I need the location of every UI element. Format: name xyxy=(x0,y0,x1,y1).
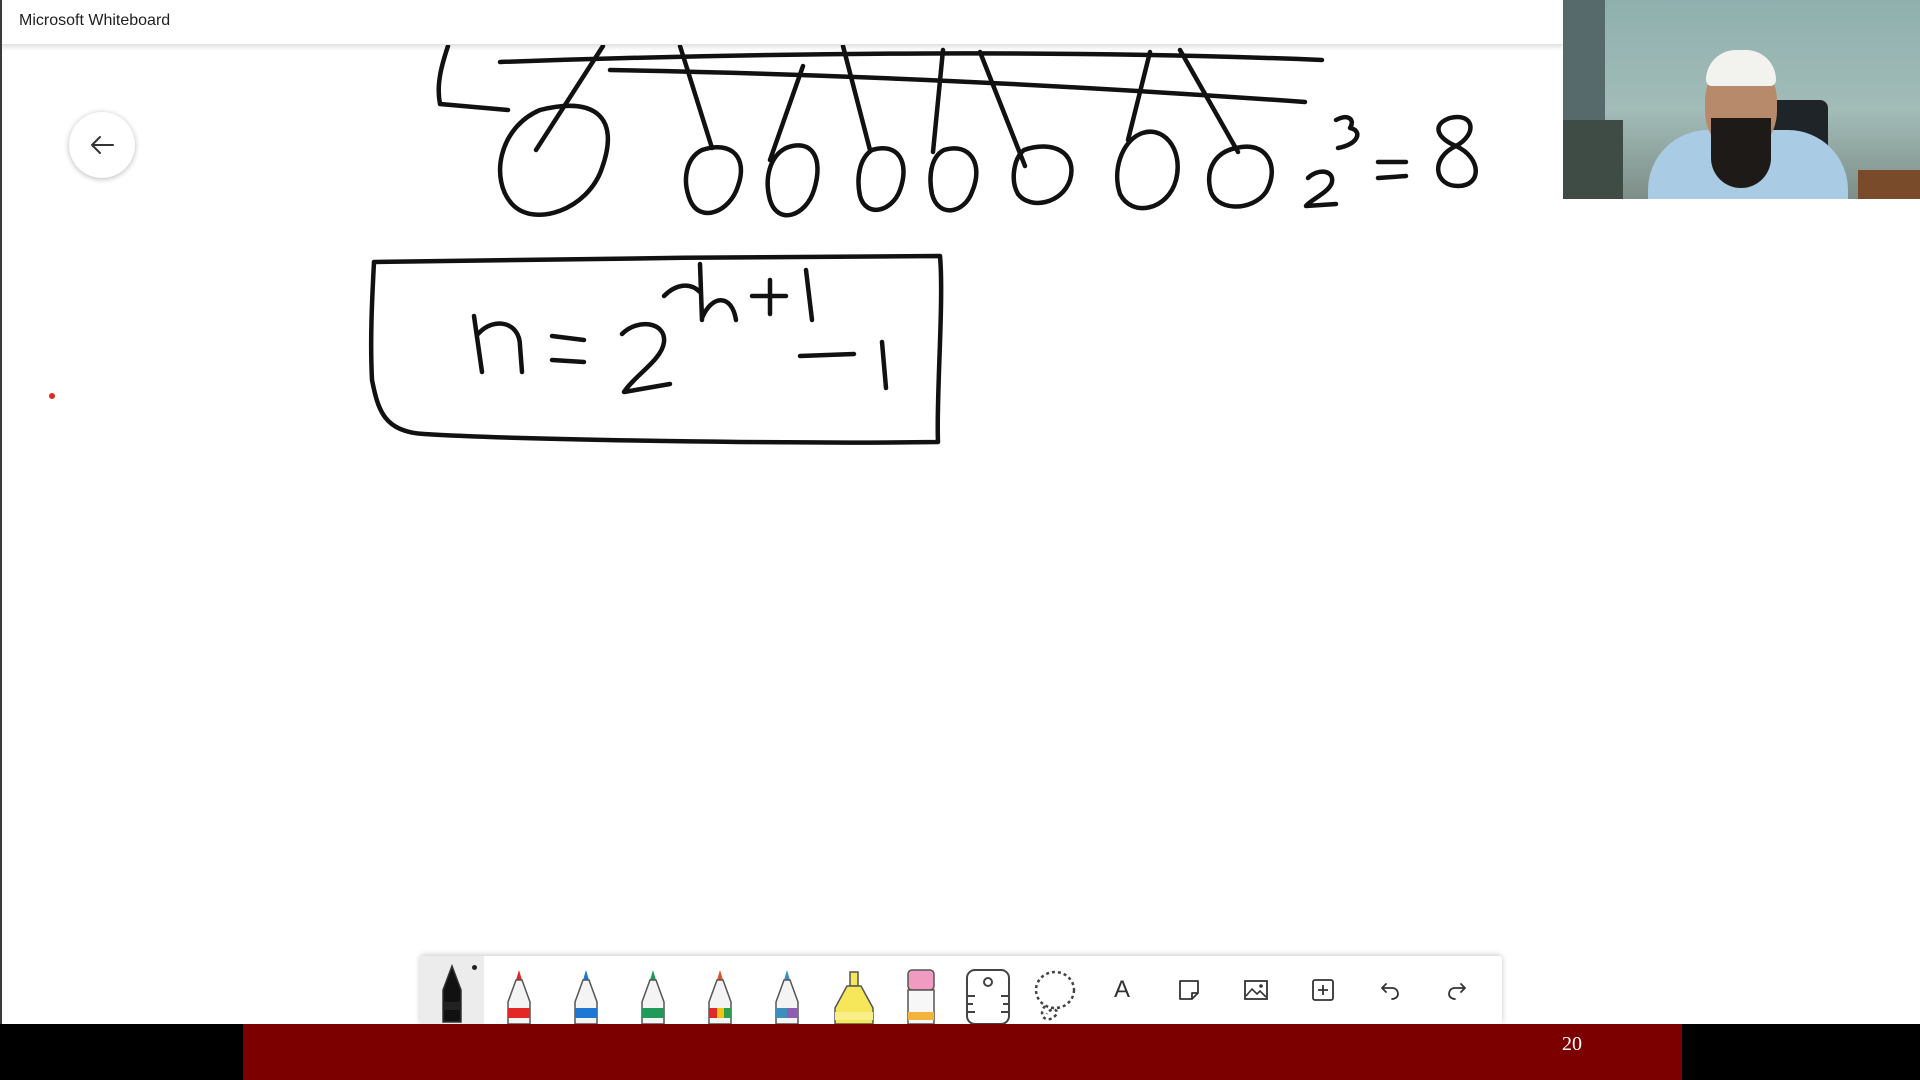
window-left-border xyxy=(0,0,2,1024)
add-icon xyxy=(1311,978,1335,1002)
pen-icon xyxy=(770,968,804,1024)
undo-icon xyxy=(1378,978,1402,1002)
pen-icon xyxy=(569,968,603,1024)
tree-branch-6 xyxy=(980,52,1025,166)
formula-minus-stroke xyxy=(800,354,854,356)
title-bar xyxy=(0,0,1563,45)
pen-icon xyxy=(435,960,469,1024)
tree-leaf-2 xyxy=(686,147,741,213)
tree-leaf-8 xyxy=(1209,147,1272,207)
image-icon xyxy=(1243,979,1269,1001)
power-base-stroke xyxy=(1306,172,1336,206)
back-button[interactable] xyxy=(69,112,135,178)
presenter-webcam-feed xyxy=(1563,0,1920,199)
lasso-icon xyxy=(1033,968,1077,1024)
app-title: Microsoft Whiteboard xyxy=(19,12,171,29)
ruler-icon xyxy=(965,968,1011,1024)
redo-button[interactable] xyxy=(1425,956,1489,1024)
tree-level-line-upper xyxy=(500,53,1322,62)
formula-n-stroke xyxy=(474,316,522,372)
formula-base-stroke xyxy=(622,324,670,392)
eraser-icon xyxy=(906,968,936,1024)
formula-exponent-stroke xyxy=(664,264,812,320)
power-equals-stroke xyxy=(1378,162,1406,178)
redo-icon xyxy=(1445,978,1469,1002)
lasso-tool[interactable] xyxy=(1023,956,1087,1024)
formula-box xyxy=(371,256,941,443)
note-icon xyxy=(1177,978,1201,1002)
tree-branch-7 xyxy=(1128,52,1150,140)
tree-branch-4 xyxy=(843,46,870,150)
eraser-tool[interactable] xyxy=(889,956,953,1024)
pen-icon xyxy=(502,968,536,1024)
laser-pointer-dot xyxy=(49,393,55,399)
formula-equals-stroke xyxy=(552,336,584,362)
tree-branch-2 xyxy=(680,46,712,148)
pen-green-tool[interactable] xyxy=(621,956,685,1024)
ink-toolbar xyxy=(420,956,1502,1024)
page-number: 20 xyxy=(1562,1033,1582,1055)
highlighter-tool[interactable] xyxy=(822,956,886,1024)
footer-band xyxy=(243,1024,1682,1080)
tree-leaf-3 xyxy=(768,145,818,215)
pen-icon xyxy=(636,968,670,1024)
pen-blue-tool[interactable] xyxy=(554,956,618,1024)
ruler-tool[interactable] xyxy=(956,956,1020,1024)
tree-leaf-7 xyxy=(1117,132,1177,208)
power-result-stroke xyxy=(1438,117,1476,186)
image-tool[interactable] xyxy=(1224,956,1288,1024)
pen-red-tool[interactable] xyxy=(487,956,551,1024)
highlighter-icon xyxy=(831,968,877,1024)
text-icon: A xyxy=(1113,976,1130,1003)
presentation-footer xyxy=(0,1024,1920,1080)
pen-galaxy-tool[interactable] xyxy=(755,956,819,1024)
pen-icon xyxy=(703,968,737,1024)
tree-bracket-stroke xyxy=(439,46,508,110)
text-tool[interactable] xyxy=(1090,956,1154,1024)
add-tool[interactable] xyxy=(1291,956,1355,1024)
formula-one-stroke xyxy=(882,342,886,388)
pen-black-tool[interactable] xyxy=(420,956,484,1024)
power-exponent-stroke xyxy=(1336,117,1357,148)
arrow-left-icon xyxy=(89,135,115,155)
tree-branch-5 xyxy=(933,50,943,152)
tree-leaf-5 xyxy=(931,148,977,210)
tree-branch-8 xyxy=(1180,50,1238,152)
tree-leaf-4 xyxy=(859,148,904,210)
note-tool[interactable] xyxy=(1157,956,1221,1024)
pen-rainbow-tool[interactable] xyxy=(688,956,752,1024)
undo-button[interactable] xyxy=(1358,956,1422,1024)
